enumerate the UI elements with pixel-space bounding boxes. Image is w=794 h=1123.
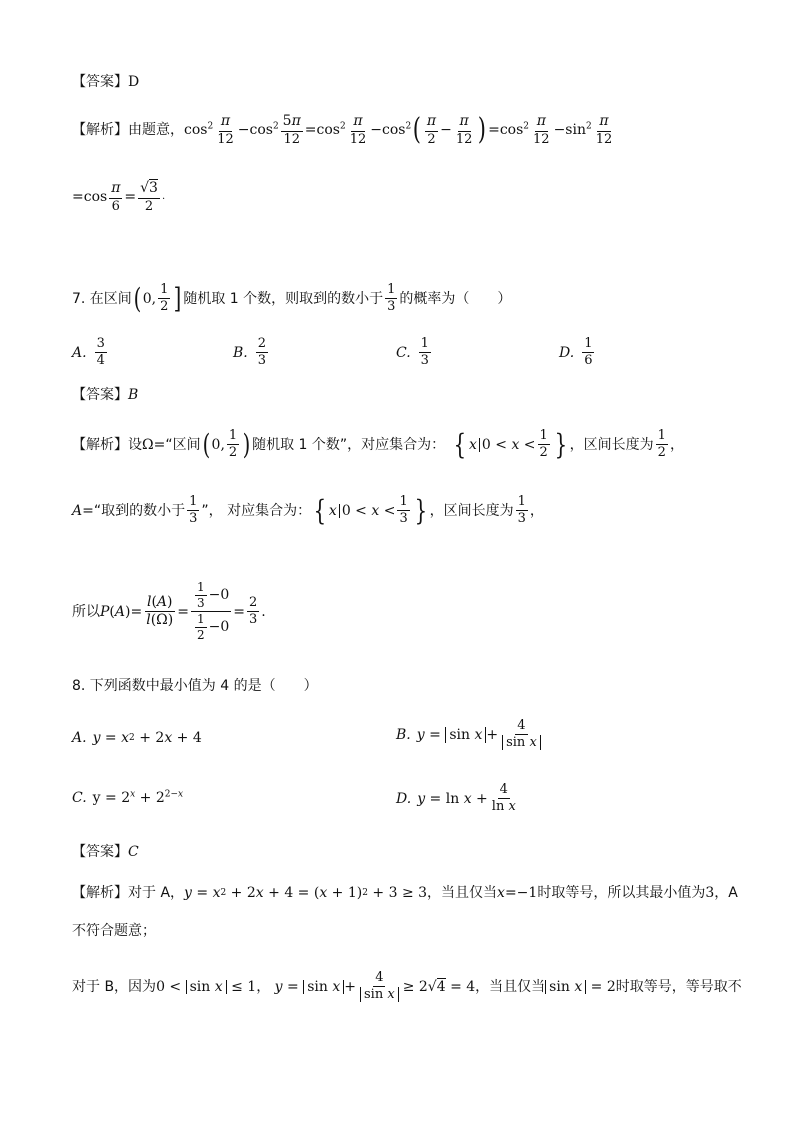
answer-tag: 【答案】 xyxy=(72,74,128,90)
answer-tag: 【答案】 xyxy=(72,387,128,403)
q7-stem-mid: 随机取 1 个数，则取到的数小于 xyxy=(183,290,384,307)
answer-tag: 【答案】 xyxy=(72,844,128,860)
q8-option-d: D. y = ln x + $\frac{4}{\text{ln x}}$ xyxy=(396,782,516,815)
q8-option-a: A. y = x 2 + 2 x + 4 xyxy=(72,730,202,746)
option-label: A. xyxy=(72,344,87,361)
q7-answer-line xyxy=(72,388,734,402)
q6-analysis-line: 【解析】 由题意， $\cos^2$ $\frac{\pi}{12}$ $-\cos^2$ $\frac{5\pi}{12}$ $=\cos^2$ $\frac{\pi}{12}$ $-\cos^2$ ( $\frac{\pi}{2}$ − $\frac{\pi}{12}$ ) $=\cos^2$ $\frac{\pi}{12}$ $-\sin^2$ $\frac{\pi}{12}$ xyxy=(72,112,613,148)
q8-stem xyxy=(72,679,734,693)
q6-answer-value: D xyxy=(128,74,140,90)
q6-frac: $\frac{\pi}{12}$ xyxy=(349,113,367,147)
q6-frac: $\frac{\pi}{2}$ xyxy=(426,113,437,147)
q8-option-b: B. y = sin x + $\frac{4}{\text{sin x}}$ xyxy=(396,718,545,752)
analysis-tag: 【解析】 xyxy=(72,122,128,139)
option-label: C. xyxy=(396,344,411,361)
analysis-tag: 【解析】 xyxy=(72,436,128,453)
q7-option-b: B. $\frac{2}{3}$ xyxy=(233,336,267,369)
q6-analysis-line-2: =cos $\frac{\pi}{6}$ = $\frac{√3}{2}$ . xyxy=(72,180,166,214)
q6-analysis-intro: 由题意， xyxy=(128,122,184,139)
q7-analysis-line-1: 【解析】 设 Ω =“区间 ( 0, $\frac{1}{2}$ ) 随机取 1 个数”，对应集合为： { x 0 < x < $\frac{1}{2}$ } ，区间长度为 $\frac{1}{2}$ ， xyxy=(72,427,684,461)
q6-answer-line xyxy=(72,75,734,89)
q8-option-c: C. $y = 2^x + 2^{2-x}$ xyxy=(72,789,184,806)
q7-analysis-line-2: A =“取到的数小于 $\frac{1}{3}$ ”， 对应集合为： { x 0 < x < $\frac{1}{3}$ } ，区间长度为 $\frac{1}{3}$ ， xyxy=(72,493,544,527)
q8-analysis-line-1b: 不符合题意； xyxy=(72,923,156,939)
q6-frac: $\frac{5\pi}{12}$ xyxy=(282,113,301,147)
q7-analysis-line-3: 所以 P ( A )= $\frac{l(A)}{l(\Omega)}$ = $\frac{1}{3}$ −0 $\frac{1}{2}$ −0 = $\frac{2}{3}$ . xyxy=(72,580,266,642)
q7-stem: 7. 在区间 ( 0, $\frac{1}{2}$ ] 随机取 1 个数，则取到的数小于 $\frac{1}{3}$ 的概率为（ ） xyxy=(72,281,512,315)
q6-frac: $\frac{\pi}{12}$ xyxy=(533,113,550,147)
analysis-tag: 【解析】 xyxy=(72,885,128,901)
q8-analysis-line-2: 对于 B，因为 0 < sin x ≤ 1， y = sin x + $\frac{4}{\text{sin x}}$ ≥ 2 √4 = 4 ，当且仅当 sin x = 2 时取等号，等号取不 xyxy=(72,970,742,1003)
q6-frac: $\frac{√3}{2}$ xyxy=(140,180,158,214)
q6-formula-1: $\cos^2$ xyxy=(184,121,214,139)
q8-answer-value: C xyxy=(128,844,139,860)
q6-frac: $\frac{\pi}{12}$ xyxy=(217,113,234,147)
q7-option-d: D. $\frac{1}{6}$ xyxy=(559,336,593,369)
q7-stem-post: 的概率为（ ） xyxy=(399,290,512,307)
q8-answer-line xyxy=(72,845,734,859)
q7-option-c: C. $\frac{1}{3}$ xyxy=(396,336,429,369)
q7-option-a: A. $\frac{3}{4}$ xyxy=(72,336,105,369)
q6-frac: $\frac{\pi}{6}$ xyxy=(111,180,121,214)
q7-stem-pre: 7. 在区间 xyxy=(72,290,132,307)
q8-stem-text: 8. 下列函数中最小值为 4 的是（ ） xyxy=(72,678,318,694)
q6-frac: $\frac{\pi}{12}$ xyxy=(595,113,613,147)
q6-frac: $\frac{\pi}{12}$ xyxy=(455,113,473,147)
q7-answer-value: B xyxy=(128,387,139,403)
option-label: D. xyxy=(559,344,575,361)
q8-analysis-line-1: 【解析】 对于 A， y = x 2 + 2 x + 4 = ( x + 1) 2 + 3 ≥ 3 ，当且仅当 x =−1 时取等号，所以其最小值为 3 ，A xyxy=(72,885,738,901)
option-label: B. xyxy=(233,344,248,361)
